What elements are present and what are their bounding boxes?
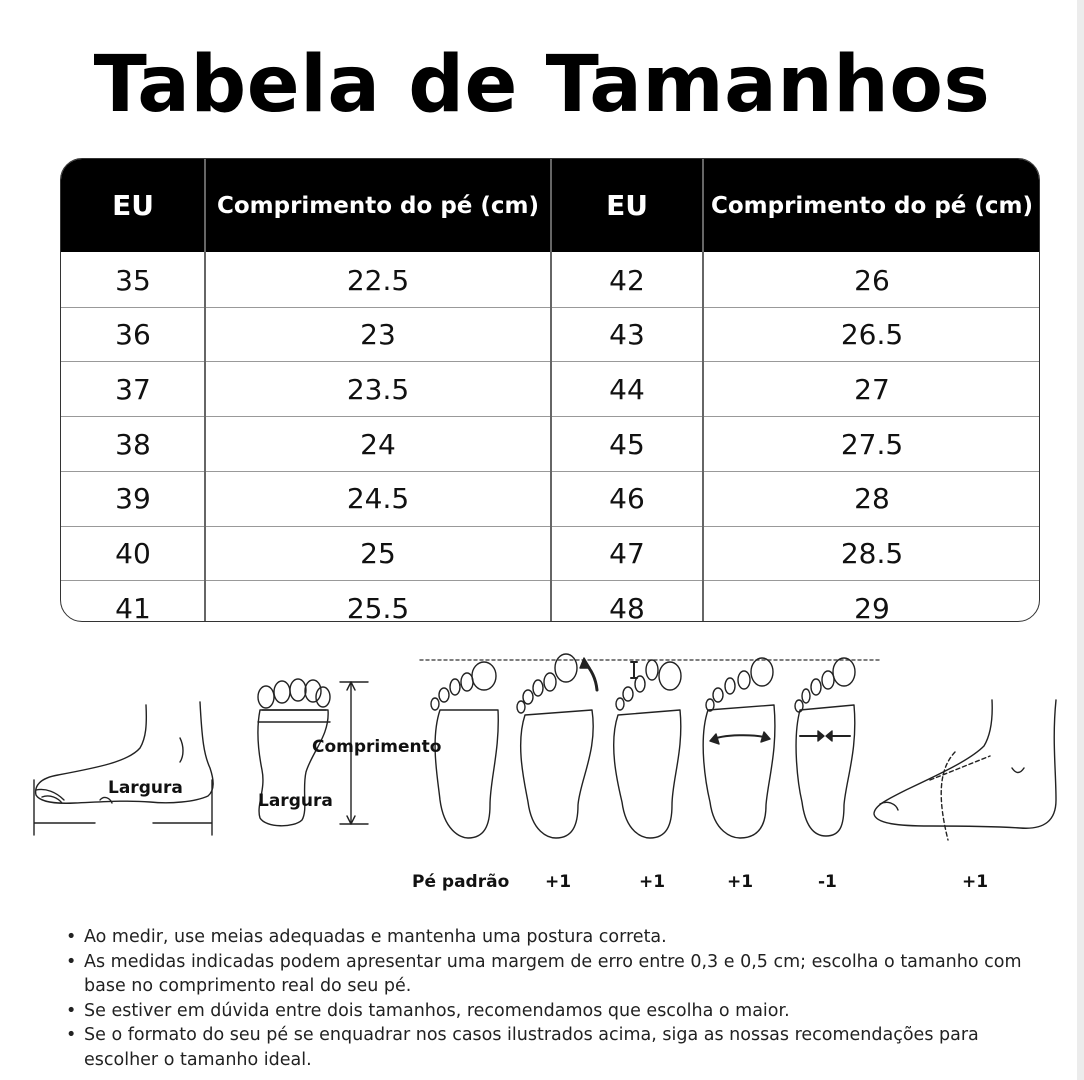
note-item: • As medidas indicadas podem apresentar uma margem de erro entre 0,3 e 0,5 cm; escolha o tamanho com base no comprimento real do seu pé. [66, 951, 1022, 996]
long-second-toe-foot-icon [614, 660, 681, 838]
high-instep-foot-icon [874, 700, 1056, 840]
cell-eu: 36 [115, 318, 151, 352]
foot-type-label: +1 [545, 872, 572, 892]
cell-eu: 45 [609, 427, 645, 461]
cell-length: 27.5 [840, 427, 904, 461]
note-item: • Ao medir, use meias adequadas e mantenha uma postura correta. [66, 927, 667, 947]
cell-length: 22.5 [346, 263, 410, 297]
size-table [60, 158, 1040, 622]
cell-eu: 40 [115, 537, 151, 570]
column-divider [204, 159, 206, 621]
cell-length: 29 [854, 591, 890, 622]
foot-type-label: +1 [639, 872, 666, 892]
cell-length: 27 [854, 372, 890, 406]
cell-length: 23.5 [346, 372, 410, 406]
cell-length: 25 [360, 537, 396, 570]
wide-foot-icon [703, 658, 775, 838]
foot-type-label: Pé padrão [412, 872, 510, 892]
foot-type-label: +1 [727, 872, 754, 892]
cell-length: 25.5 [346, 591, 410, 622]
cell-length: 28.5 [840, 537, 904, 570]
cell-length: 24.5 [346, 482, 410, 516]
bunion-foot-icon [517, 654, 597, 838]
note-item: • Se estiver em dúvida entre dois tamanhos, recomendamos que escolha o maior. [66, 1000, 790, 1021]
header-length-1: Comprimento do pé (cm) [216, 192, 540, 219]
cell-length: 28 [854, 482, 890, 516]
header-eu-2: EU [606, 189, 648, 222]
column-divider [550, 159, 552, 621]
cell-eu: 44 [609, 372, 645, 406]
cell-eu: 46 [609, 482, 645, 516]
sole-width-label: Largura [258, 791, 333, 811]
column-divider [702, 159, 704, 621]
note-item: • Se o formato do seu pé se enquadrar nos casos ilustrados acima, siga as nossas recomendações para escolher o tamanho ideal. [66, 1025, 979, 1070]
cell-eu: 39 [115, 482, 151, 516]
measurement-notes [64, 925, 1024, 1072]
cell-eu: 43 [609, 318, 645, 352]
cell-length: 23 [360, 318, 396, 352]
side-foot-icon [34, 702, 213, 835]
sole-length-label: Comprimento [312, 737, 442, 757]
foot-type-label: +1 [962, 872, 989, 892]
narrow-foot-icon [795, 658, 855, 836]
cell-eu: 37 [115, 372, 151, 406]
cell-eu: 35 [115, 263, 151, 297]
cell-eu: 38 [115, 427, 151, 461]
cell-eu: 47 [609, 537, 645, 570]
header-eu-1: EU [112, 189, 154, 222]
cell-eu: 42 [609, 263, 645, 297]
header-length-2: Comprimento do pé (cm) [710, 192, 1034, 219]
page-title: Tabela de Tamanhos [93, 40, 991, 130]
cell-length: 26 [854, 263, 890, 297]
side-width-label: Largura [108, 778, 183, 798]
foot-type-label: -1 [818, 872, 837, 892]
cell-length: 24 [360, 427, 396, 461]
cell-eu: 41 [115, 591, 151, 622]
foot-illustrations [0, 640, 1084, 892]
page-edge [1077, 0, 1084, 1080]
cell-length: 26.5 [840, 318, 904, 352]
cell-eu: 48 [609, 591, 645, 622]
